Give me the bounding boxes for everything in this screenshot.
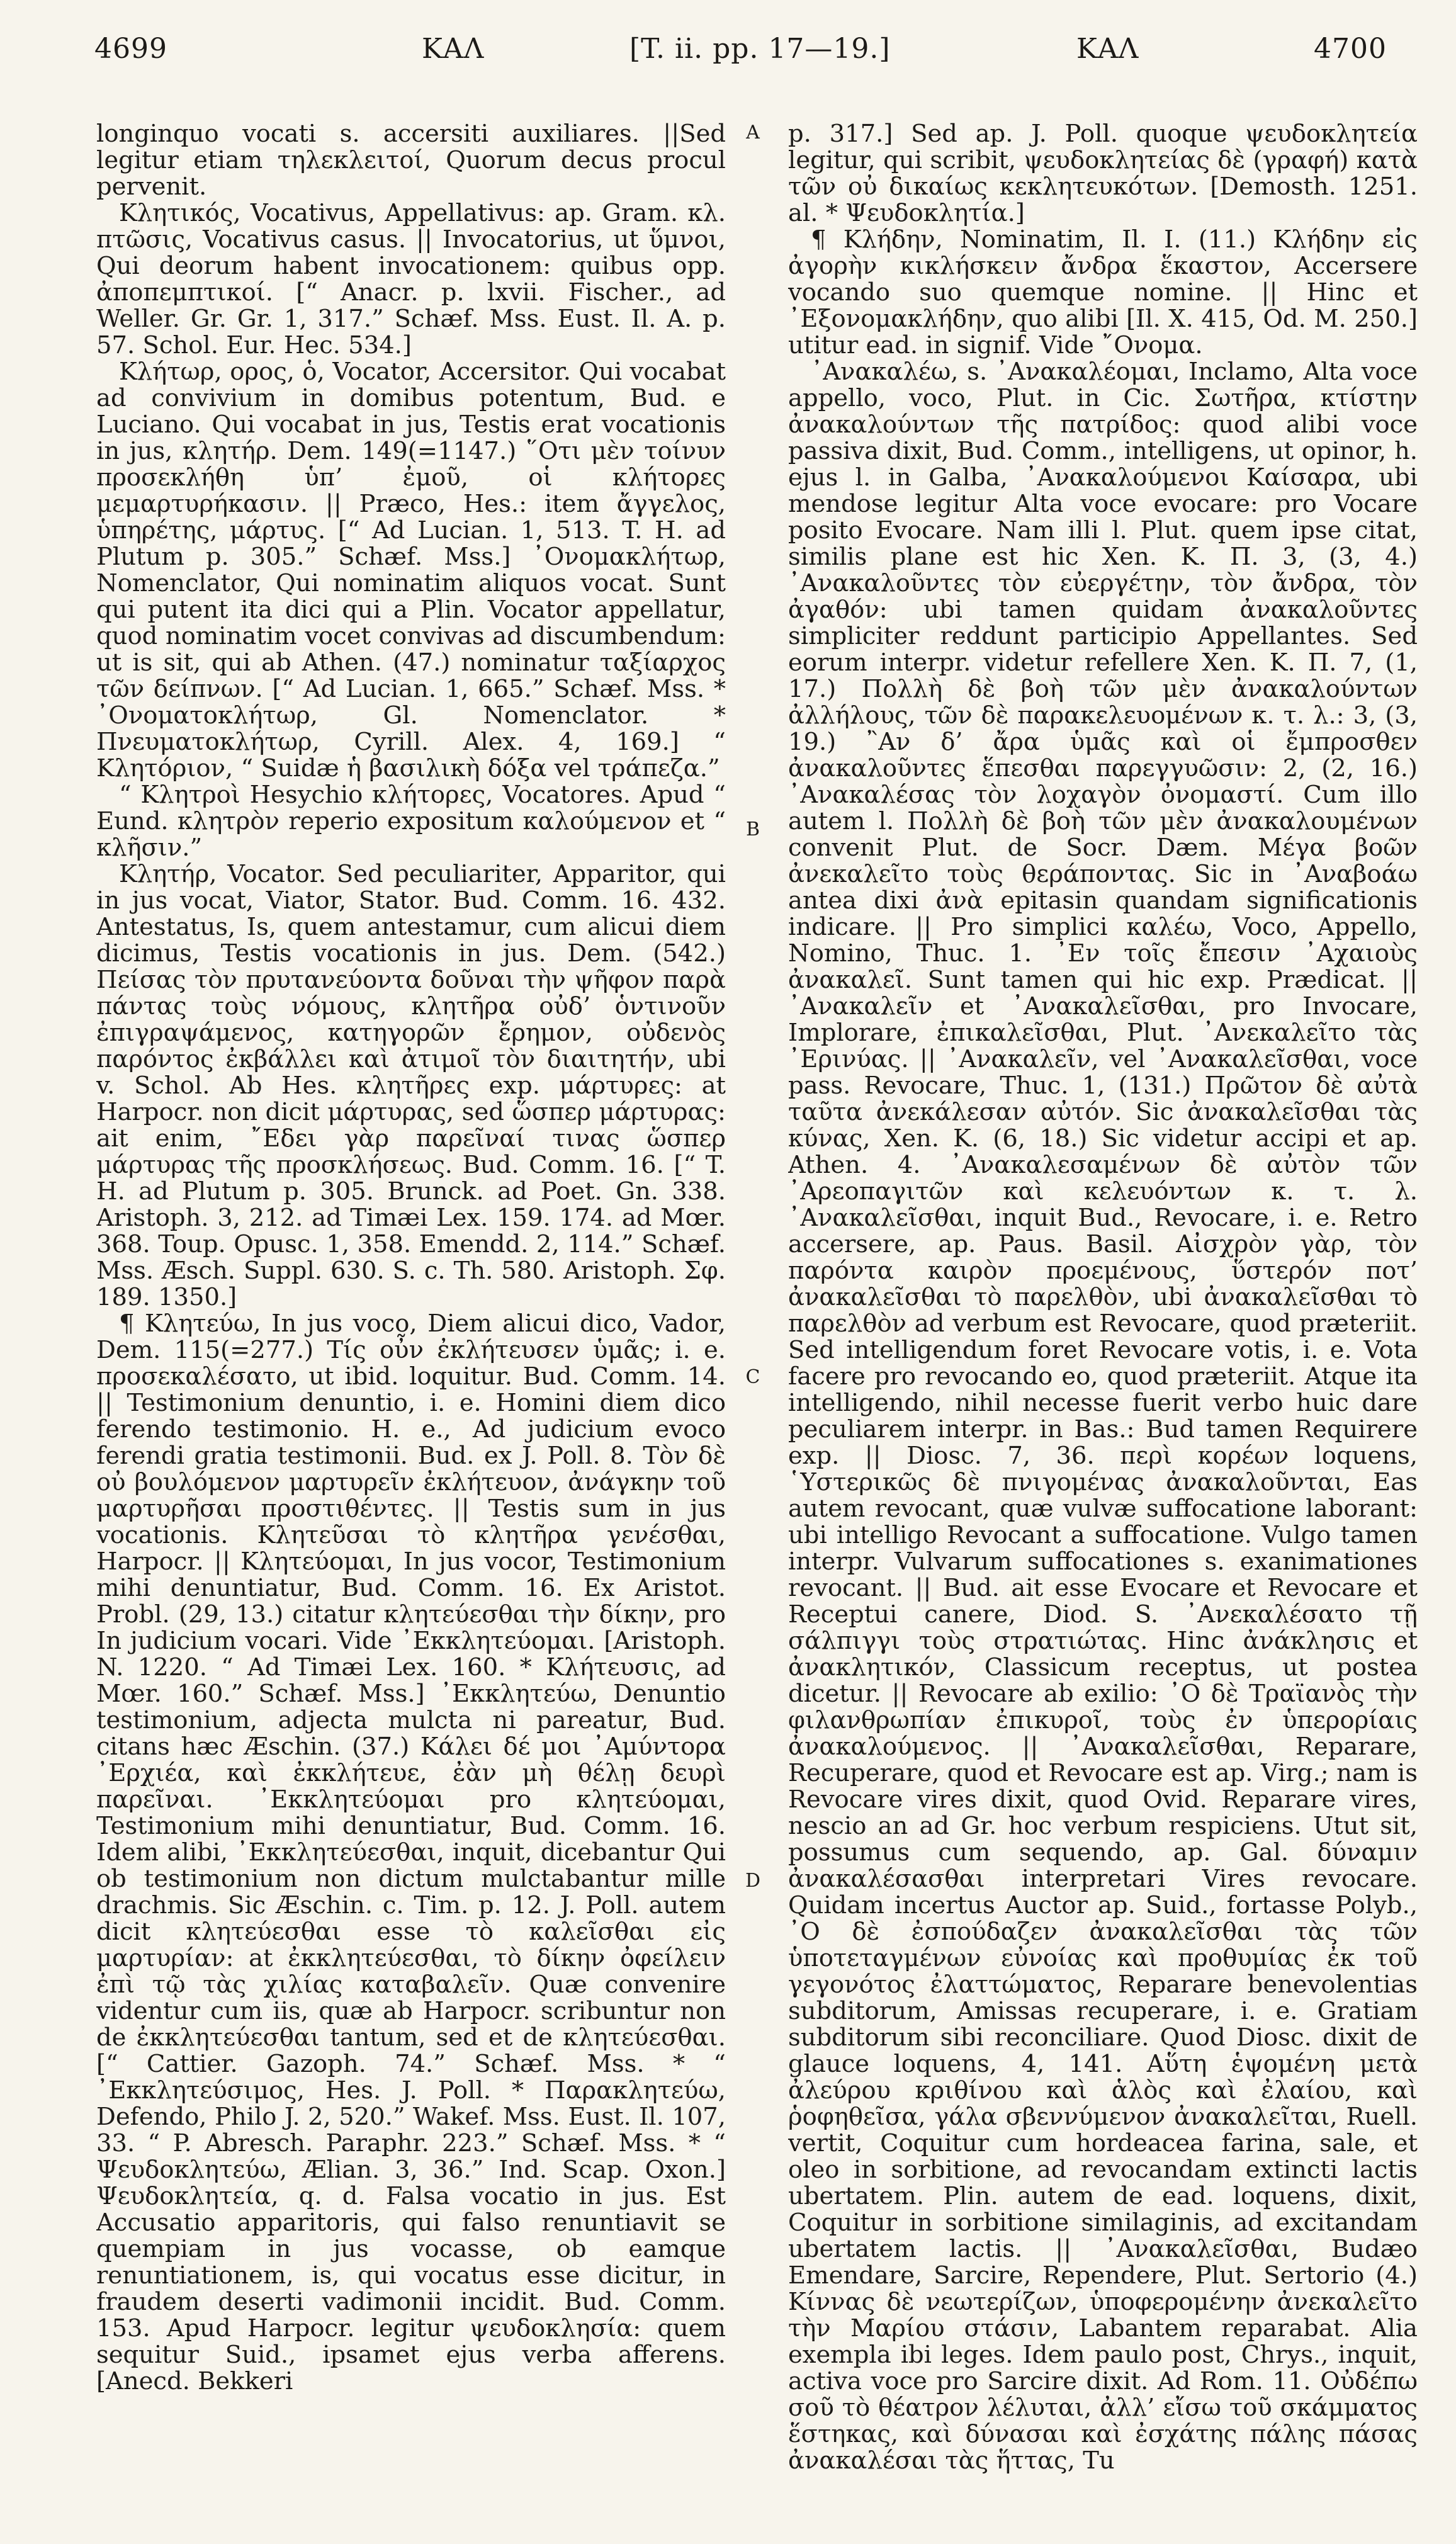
left-column: [96, 121, 726, 2507]
paragraph: Κλητικός, Vocativus, Appellativus: ap. Gram. κλ. πτῶσις, Vocativus casus. || Invocatorius, ut ὕμνοι, Qui deorum habent invocationem: quibus opp. ἀποπεμπτικοί. [“ Anacr. p. lxvii. Fischer., ad Weller. Gr. Gr. 1, 317.” Schæf. Mss. Eust. Il. A. p. 57. Schol. Eur. Hec. 534.]: [96, 199, 726, 359]
right-column: [788, 121, 1418, 2507]
paragraph: longinquo vocati s. accersiti auxiliares. ||Sed legitur etiam τηλεκλειτοί, Quorum decus procul pervenit.: [96, 121, 726, 201]
volume-reference: [T. ii. pp. 17—19.]: [629, 33, 891, 65]
paragraph: ¶ Κλητεύω, In jus voco, Diem alicui dico, Vador, Dem. 115(=277.) Τίς οὖν ἐκλήτευσεν ὑμᾶς; i. e. προσεκαλέσατο, ut ibid. loquitur. Bud. Comm. 14. || Testimonium denuntio, i. e. Homini diem dico ferendo testimonio. H. e., Ad judicium evoco ferendi gratia testimonii. Bud. ex J. Poll. 8. Τὸν δὲ οὐ βουλόμενον μαρτυρεῖν ἐκλήτευον, ἀνάγκην τοῦ μαρτυρῆσαι προστιθέντες. || Testis sum in jus vocationis. Κλητεῦσαι τὸ κλητῆρα γενέσθαι, Harpocr. || Κλητεύομαι, In jus vocor, Testimonium mihi denuntiatur, Bud. Comm. 16. Ex Aristot. Probl. (29, 13.) citatur κλητεύεσθαι τὴν δίκην, pro In judicium vocari. Vide ᾿Εκκλητεύομαι. [Aristoph. N. 1220. “ Ad Timæi Lex. 160. * Κλήτευσις, ad Mœr. 160.” Schæf. Mss.] ᾿Εκκλητεύω, Denuntio testimonium, adjecta mulcta ni pareatur, Bud. citans hæc Æschin. (37.) Κάλει δέ μοι ᾿Αμύντορα ᾿Ερχιέα, καὶ ἐκκλήτευε, ἐὰν μὴ θέλῃ δευρὶ παρεῖναι. ᾿Εκκλητεύομαι pro κλητεύομαι, Testimonium mihi denuntiatur, Bud. Comm. 16. Idem alibi, ᾿Εκκλητεύεσθαι, inquit, dicebantur Qui ob testimonium non dictum mulctabantur mille drachmis. Sic Æschin. c. Tim. p. 12. J. Poll. autem dicit κλητεύεσθαι esse τὸ καλεῖσθαι εἰς μαρτυρίαν: at ἐκκλητεύεσθαι, τὸ δίκην ὀφείλειν ἐπὶ τῷ τὰς χιλίας καταβαλεῖν. Quæ convenire videntur cum iis, quæ ab Harpocr. scribuntur non de ἐκκλητεύεσθαι tantum, sed et de κλητεύεσθαι. [“ Cattier. Gazoph. 74.” Schæf. Mss. * “ ᾿Εκκλητεύσιμος, Hes. J. Poll. * Παρακλητεύω, Defendo, Philo J. 2, 520.” Wakef. Mss. Eust. Il. 107, 33. “ P. Abresch. Paraphr. 223.” Schæf. Mss. * “ Ψευδοκλητεύω, Ælian. 3, 36.” Ind. Scap. Oxon.] Ψευδοκλητεία, q. d. Falsa vocatio in jus. Est Accusatio apparitoris, qui falso renuntiavit se quempiam in jus vocasse, ob eamque renuntiationem, is, qui vocatus esse dicitur, in fraudem deserti vadimonii incidit. Bud. Comm. 153. Apud Harpocr. legitur ψευδοκλησία: quem sequitur Suid., ipsamet ejus verba afferens. [Anecd. Bekkeri: [96, 1309, 726, 2395]
paragraph: “ Κλητροὶ Hesychio κλήτορες, Vocatores. Apud “ Eund. κλητρὸν reperio expositum καλούμενον et “ κλῆσιν.”: [96, 781, 726, 862]
right-page-number: 4700: [1314, 33, 1387, 65]
section-marker-b: B: [745, 818, 760, 840]
section-marker-d: D: [745, 1870, 761, 1892]
paragraph: Κλητήρ, Vocator. Sed peculiariter, Apparitor, qui in jus vocat, Viator, Stator. Bud. Comm. 16. 432. Antestatus, Is, quem antestamur, cum alicui diem dicimus, Testis vocationis in jus. Dem. (542.) Πείσας τὸν πρυτανεύοντα δοῦναι τὴν ψῆφον παρὰ πάντας τοὺς νόμους, κλητῆρα οὐδ’ ὁντινοῦν ἐπιγραψάμενος, κατηγορῶν ἔρημον, οὐδενὸς παρόντος ἐκβάλλει καὶ ἀτιμοῖ τὸν διαιτητήν, ubi v. Schol. Ab Hes. κλητῆρες exp. μάρτυρες: at Harpocr. non dicit μάρτυρας, sed ὥσπερ μάρτυρας: ait enim, ῎Εδει γὰρ παρεῖναί τινας ὥσπερ μάρτυρας τῆς προσκλήσεως. Bud. Comm. 16. [“ T. H. ad Plutum p. 305. Brunck. ad Poet. Gn. 338. Aristoph. 3, 212. ad Timæi Lex. 159. 174. ad Mœr. 368. Toup. Opusc. 1, 358. Emendd. 2, 114.” Schæf. Mss. Æsch. Suppl. 630. S. c. Th. 580. Aristoph. Σφ. 189. 1350.]: [96, 860, 726, 1311]
section-marker-c: C: [745, 1366, 760, 1388]
left-running-head: ΚΑΛ: [422, 33, 485, 65]
left-page-number: 4699: [94, 33, 167, 65]
paragraph: Κλήτωρ, ορος, ὁ, Vocator, Accersitor. Qui vocabat ad convivium in domibus potentum, Bud. e Luciano. Qui vocabat in jus, Testis erat vocationis in jus, κλητήρ. Dem. 149(=1147.) ῞Οτι μὲν τοίνυν προσεκλήθη ὑπ’ ἐμοῦ, οἱ κλήτορες μεμαρτυρήκασιν. || Præco, Hes.: item ἄγγελος, ὑπηρέτης, μάρτυς. [“ Ad Lucian. 1, 513. T. H. ad Plutum p. 305.” Schæf. Mss.] ᾿Ονομακλήτωρ, Nomenclator, Qui nominatim aliquos vocat. Sunt qui putent ita dici qui a Plin. Vocator appellatur, quod nominatim vocet convivas ad discumbendum: ut is sit, qui ab Athen. (47.) nominatur ταξίαρχος τῶν δείπνων. [“ Ad Lucian. 1, 665.” Schæf. Mss. * ᾿Ονοματοκλήτωρ, Gl. Nomenclator. * Πνευματοκλήτωρ, Cyrill. Alex. 4, 169.] “ Κλητόριον, “ Suidæ ἡ βασιλικὴ δόξα vel τράπεζα.”: [96, 358, 726, 783]
paragraph: ᾿Ανακαλέω, s. ᾿Ανακαλέομαι, Inclamo, Alta voce appello, voco, Plut. in Cic. Σωτῆρα, κτίστην ἀνακαλούντων τῆς πατρίδος: quod alibi voce passiva dixit, Bud. Comm., intelligens, ut opinor, h. ejus l. in Galba, ᾿Ανακαλούμενοι Καίσαρα, ubi mendose legitur Alta voce evocare: pro Vocare posito Evocare. Nam illi l. Plut. quem ipse citat, similis plane est hic Xen. K. Π. 3, (3, 4.) ᾿Ανακαλοῦντες τὸν εὐεργέτην, τὸν ἄνδρα, τὸν ἀγαθόν: ubi tamen quidam ἀνακαλοῦντες simpliciter reddunt participio Appellantes. Sed eorum interpr. videtur refellere Xen. K. Π. 7, (1, 17.) Πολλὴ δὲ βοὴ τῶν μὲν ἀνακαλούντων ἀλλήλους, τῶν δὲ παρακελευομένων κ. τ. λ.: 3, (3, 19.) ῍Αν δ’ ἄρα ὑμᾶς καὶ οἱ ἔμπροσθεν ἀνακαλοῦντες ἕπεσθαι παρεγγυῶσιν: 2, (2, 16.) ᾿Ανακαλέσας τὸν λοχαγὸν ὀνομαστί. Cum illo autem l. Πολλὴ δὲ βοὴ τῶν μὲν ἀνακαλουμένων convenit Plut. de Socr. Dæm. Μέγα βοῶν ἀνεκαλεῖτο τοὺς θεράποντας. Sic in ᾿Αναβοάω antea dixi ἀνὰ epitasin quandam significationis indicare. || Pro simplici καλέω, Voco, Appello, Nomino, Thuc. 1. ᾿Εν τοῖς ἔπεσιν ᾿Αχαιοὺς ἀνακαλεῖ. Sunt tamen qui hic exp. Prædicat. || ᾿Ανακαλεῖν et ᾿Ανακαλεῖσθαι, pro Invocare, Implorare, ἐπικαλεῖσθαι, Plut. ᾿Ανεκαλεῖτο τὰς ᾿Ερινύας. || ᾿Ανακαλεῖν, vel ᾿Ανακαλεῖσθαι, voce pass. Revocare, Thuc. 1, (131.) Πρῶτον δὲ αὐτὰ ταῦτα ἀνεκάλεσαν αὐτόν. Sic ἀνακαλεῖσθαι τὰς κύνας, Xen. K. (6, 18.) Sic videtur accipi et ap. Athen. 4. ᾿Ανακαλεσαμένων δὲ αὐτὸν τῶν ᾿Αρεοπαγιτῶν καὶ κελευόντων κ. τ. λ. ᾿Ανακαλεῖσθαι, inquit Bud., Revocare, i. e. Retro accersere, ap. Paus. Basil. Αἰσχρὸν γὰρ, τὸν παρόντα καιρὸν προεμένους, ὕστερόν ποτ’ ἀνακαλεῖσθαι τὸ παρελθὸν, ubi ἀνακαλεῖσθαι τὸ παρελθὸν ad verbum est Revocare, quod præteriit. Sed intelligendum foret Revocare votis, i. e. Vota facere pro revocando eo, quod præteriit. Atque ita intelligendo, nihil necesse fuerit verbo huic dare peculiarem interpr. in Bas.: Bud tamen Requirere exp. || Diosc. 7, 36. περὶ κορέων loquens, ῾Υστερικῶς δὲ πνιγομένας ἀνακαλοῦνται, Eas autem revocant, quæ vulvæ suffocatione laborant: ubi intelligo Revocant a suffocatione. Vulgo tamen interpr. Vulvarum suffocationes s. exanimationes revocant. || Bud. ait esse Evocare et Revocare et Receptui canere, Diod. S. ᾿Ανεκαλέσατο τῇ σάλπιγγι τοὺς στρατιώτας. Hinc ἀνάκλησις et ἀνακλητικόν, Classicum receptus, ut postea dicetur. || Revocare ab exilio: ᾿Ο δὲ Τραϊανὸς τὴν φιλανθρωπίαν ἐπικυροῖ, τοὺς ἐν ὑπερορίαις ἀνακαλούμενος. || ᾿Ανακαλεῖσθαι, Reparare, Recuperare, quod et Revocare est ap. Virg.; nam is Revocare vires dixit, quod Ovid. Reparare vires, nescio an ad Gr. hoc verbum respiciens. Utut sit, possumus cum sequendo, ap. Gal. δύναμιν ἀνακαλέσασθαι interpretari Vires revocare. Quidam incertus Auctor ap. Suid., fortasse Polyb., ᾿Ο δὲ ἐσπούδαζεν ἀνακαλεῖσθαι τὰς τῶν ὑποτεταγμένων εὐνοίας καὶ προθυμίας ἐκ τοῦ γεγονότος ἐλαττώματος, Reparare benevolentias subditorum, Amissas recuperare, i. e. Gratiam subditorum sibi reconciliare. Quod Diosc. dixit de glauce loquens, 4, 141. Αὕτη ἑψομένη μετὰ ἀλεύρου κριθίνου καὶ ἁλὸς καὶ ἐλαίου, καὶ ῥοφηθεῖσα, γάλα σβεννύμενον ἀνακαλεῖται, Ruell. vertit, Coquitur cum hordeacea farina, sale, et oleo in sorbitione, ad revocandam extincti lactis ubertatem. Plin. autem de ead. loquens, dixit, Coquitur in sorbitione similaginis, ad excitandam ubertatem lactis. || ᾿Ανακαλεῖσθαι, Budæo Emendare, Sarcire, Rependere, Plut. Sertorio (4.) Κίννας δὲ νεωτερίζων, ὑποφερομένην ἀνεκαλεῖτο τὴν Μαρίου στάσιν, Labantem reparabat. Alia exempla ibi leges. Idem paulo post, Chrys., inquit, activa voce pro Sarcire dixit. Ad Rom. 11. Οὐδέπω σοῦ τὸ θέατρον λέλυται, ἀλλ’ εἴσω τοῦ σκάμματος ἕστηκας, καὶ δύνασαι καὶ ἐσχάτης πάλης πάσας ἀνακαλέσαι τὰς ἥττας, Tu: [788, 358, 1418, 2475]
section-marker-a: A: [746, 122, 760, 144]
right-running-head: ΚΑΛ: [1076, 33, 1139, 65]
paragraph: p. 317.] Sed ap. J. Poll. quoque ψευδοκλητεία legitur, qui scribit, ψευδοκλητείας δὲ (γραφή) κατὰ τῶν οὐ δικαίως κεκλητευκότων. [Demosth. 1251. al. * Ψευδοκλητία.]: [788, 121, 1418, 227]
page-header: [94, 33, 1387, 83]
paragraph: ¶ Κλήδην, Nominatim, Il. I. (11.) Κλήδην εἰς ἀγορὴν κικλήσκειν ἄνδρα ἕκαστον, Accersere vocando suo quemque nomine. || Hinc et ᾿Εξονομακλήδην, quo alibi [Il. X. 415, Od. M. 250.] utitur ead. in signif. Vide ῎Ονομα.: [788, 225, 1418, 359]
